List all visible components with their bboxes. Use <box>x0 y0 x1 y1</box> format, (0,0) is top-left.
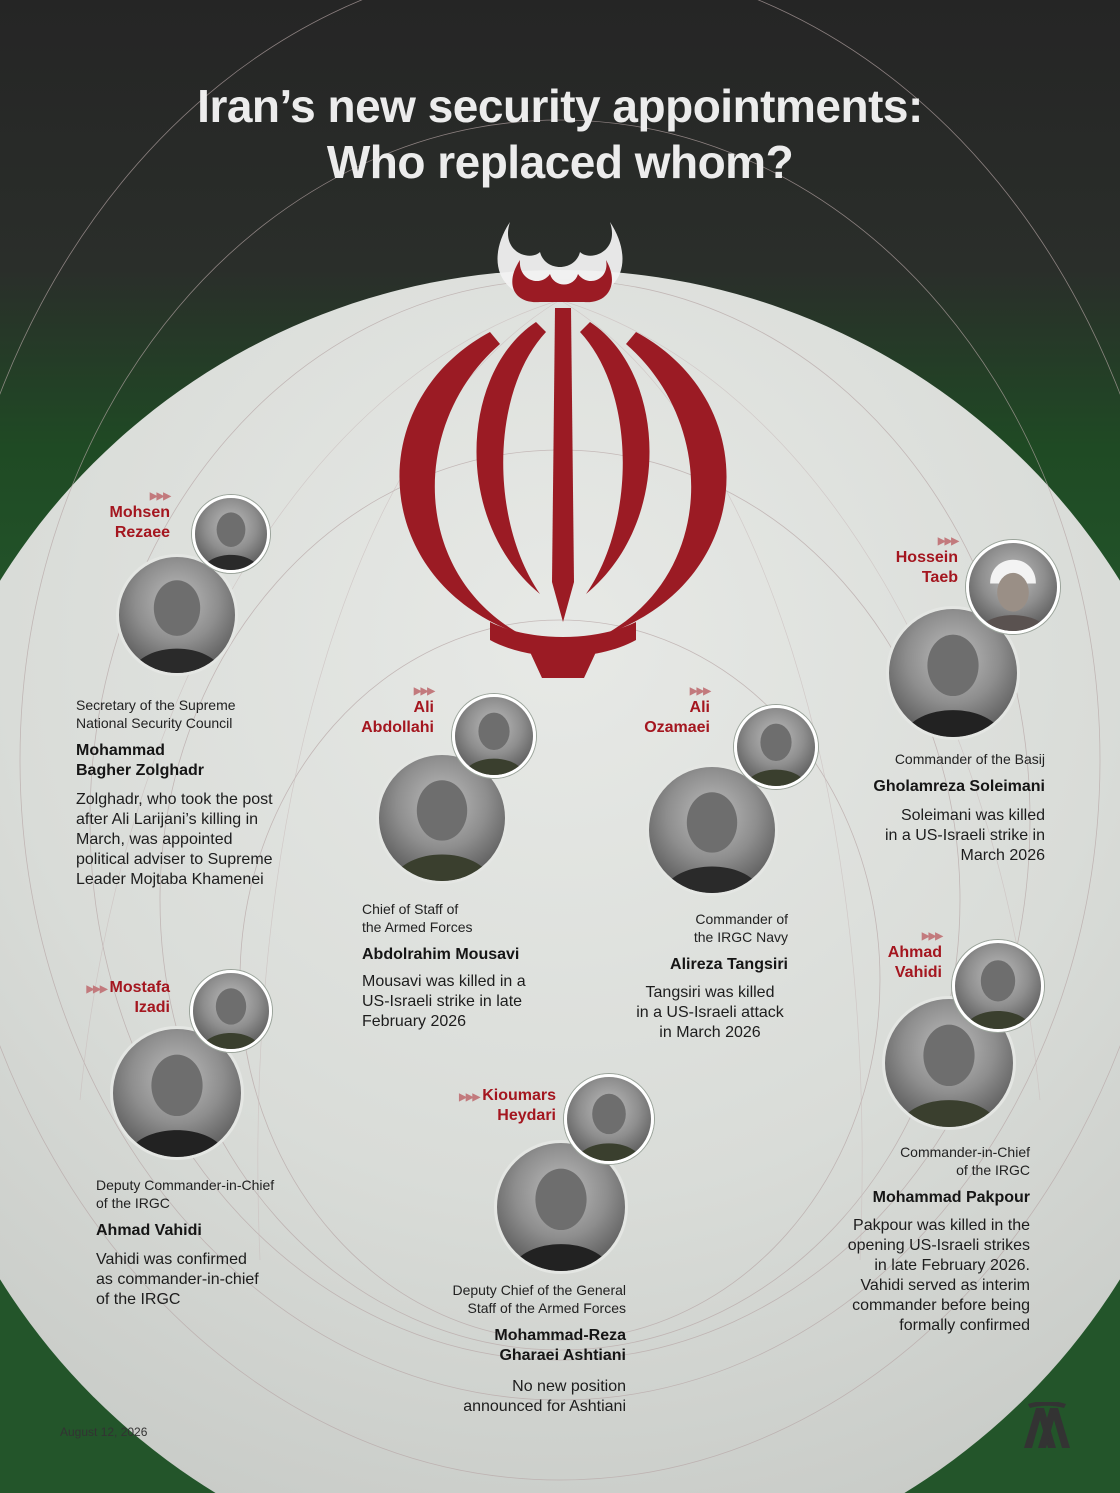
former-holder-name: Mohammad Bagher Zolghadr <box>76 742 205 779</box>
portrait-mohammad-bagher-zolghadr <box>116 554 238 676</box>
position-title: Commander of the IRGC Navy <box>693 911 788 945</box>
position-title: Deputy Chief of the General Staff of the Armed Forces <box>452 1282 626 1316</box>
note-text: Soleimani was killed in a US-Israeli strike in March 2026 <box>884 807 1045 864</box>
position-title: Deputy Commander-in-Chief of the IRGC <box>96 1177 275 1211</box>
former-holder-name: Abdolrahim Mousavi <box>362 946 520 963</box>
arrows-icon: ▶▶▶ <box>86 984 107 995</box>
iran-emblem-icon <box>340 222 780 682</box>
portrait-ali-ozamaei <box>734 705 818 789</box>
position-title: Secretary of the Supreme National Security Council <box>76 697 236 731</box>
note-text: Mousavi was killed in a US-Israeli strike in late February 2026 <box>362 973 526 1030</box>
portrait-mohsen-rezaee <box>192 495 270 573</box>
former-holder-name: Alireza Tangsiri <box>670 956 788 973</box>
arrows-icon: ▶▶▶ <box>689 686 710 697</box>
former-holder-name: Mohammad-Reza Gharaei Ashtiani <box>494 1327 626 1364</box>
new-appointee-name: ▶▶▶ Ahmad Vahidi <box>832 931 942 983</box>
former-holder-name: Gholamreza Soleimani <box>873 778 1045 795</box>
new-appointee-name: ▶▶▶ Ali Abdollahi <box>324 686 434 738</box>
position-title: Chief of Staff of the Armed Forces <box>362 901 473 935</box>
title-line-2: Who replaced whom? <box>326 136 794 188</box>
portrait-ali-abdollahi <box>452 694 536 778</box>
arrows-icon: ▶▶▶ <box>149 491 170 502</box>
new-appointee-name: ▶▶▶ Mostafa Izadi <box>86 979 170 1016</box>
new-appointee-name: ▶▶▶ Hossein Taeb <box>848 536 958 588</box>
note-text: No new position announced for Ashtiani <box>463 1378 626 1415</box>
former-holder-name: Mohammad Pakpour <box>872 1189 1030 1206</box>
note-text: Zolghadr, who took the post after Ali Larijani’s killing in March, was appointed political adviser to Supreme Leader Mojtaba Khamenei <box>76 791 273 888</box>
note-text: Vahidi was confirmed as commander-in-chief of the IRGC <box>96 1251 259 1308</box>
arrows-icon: ▶▶▶ <box>459 1092 480 1103</box>
page-title <box>0 78 1120 190</box>
arrows-icon: ▶▶▶ <box>921 931 942 942</box>
arrows-icon: ▶▶▶ <box>413 686 434 697</box>
portrait-hossein-taeb <box>966 540 1060 634</box>
portrait-kioumars-heydari <box>564 1074 654 1164</box>
former-holder-name: Ahmad Vahidi <box>96 1222 202 1239</box>
new-appointee-name: ▶▶▶ Kioumars Heydari <box>459 1087 556 1124</box>
title-line-1: Iran’s new security appointments: <box>197 80 923 132</box>
arrows-icon: ▶▶▶ <box>937 536 958 547</box>
position-title: Commander-in-Chief of the IRGC <box>900 1144 1030 1178</box>
publication-date: August 12, 2026 <box>60 1425 148 1439</box>
new-appointee-name: ▶▶▶ Mohsen Rezaee <box>60 491 170 543</box>
portrait-ahmad-vahidi-new <box>952 940 1044 1032</box>
position-title: Commander of the Basij <box>894 751 1045 767</box>
portrait-mostafa-izadi <box>190 970 272 1052</box>
note-text: Pakpour was killed in the opening US-Israeli strikes in late February 2026. Vahidi served as interim commander before being formally confirmed <box>847 1217 1030 1334</box>
new-appointee-name: ▶▶▶ Ali Ozamaei <box>600 686 710 738</box>
note-text: Tangsiri was killed in a US-Israeli attack in March 2026 <box>636 984 784 1041</box>
aa-logo-icon <box>1022 1402 1072 1450</box>
